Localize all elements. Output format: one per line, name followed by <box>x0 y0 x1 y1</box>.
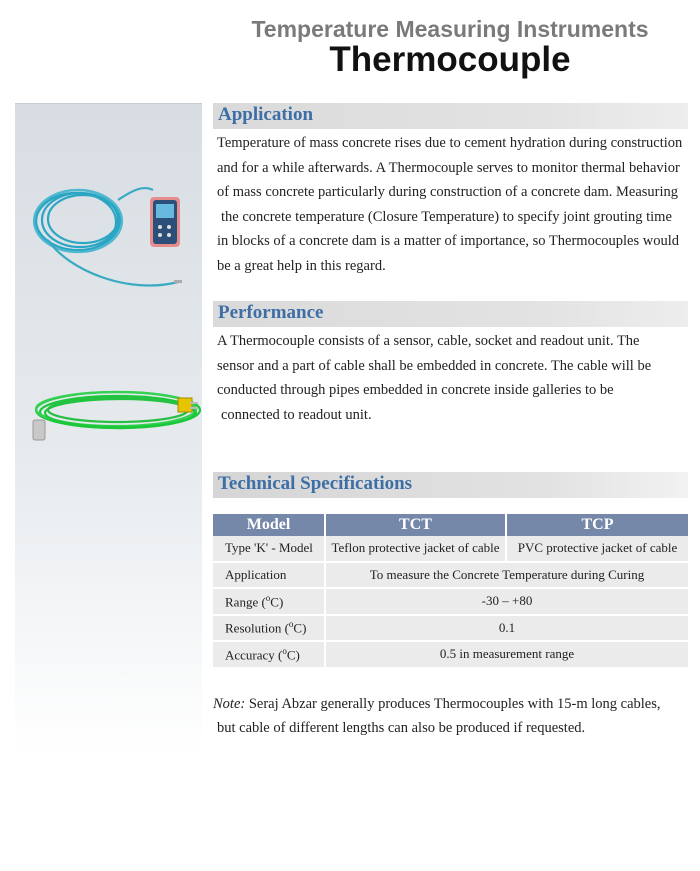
application-header-bar <box>213 103 688 129</box>
row-value: 0.5 in measurement range <box>325 641 688 668</box>
row-label-unit: C) <box>270 593 284 609</box>
application-line: be a great help in this regard. <box>217 257 386 274</box>
specs-header-row <box>213 514 688 536</box>
row-label <box>213 588 325 615</box>
row-label-unit: C) <box>286 646 300 662</box>
row-value: 0.1 <box>325 615 688 642</box>
application-title: Application <box>218 104 314 125</box>
performance-line: conducted through pipes embedded in concrete inside galleries to be <box>217 382 614 398</box>
application-line: Temperature of mass concrete rises due to cement hydration during construction <box>217 135 683 151</box>
specs-title: Technical Specifications <box>218 473 413 494</box>
degree-symbol: o <box>288 619 294 630</box>
row-label-unit: C) <box>293 620 307 636</box>
photo-green-cable <box>28 380 203 450</box>
performance-title: Performance <box>218 302 324 323</box>
row-label-text: Range ( <box>225 593 266 609</box>
note-line <box>213 692 693 716</box>
specs-header-tcp: TCP <box>506 514 688 536</box>
row-label-text: Accuracy ( <box>225 646 283 662</box>
note-line-2: but cable of different lengths can also be produced if requested. <box>217 720 586 736</box>
application-line: of mass concrete particularly during construction of a concrete dam. Measuring <box>217 184 679 200</box>
specs-header-tct: TCT <box>325 514 506 536</box>
application-line: in blocks of a concrete dam is a matter of importance, so Thermocouples would <box>217 233 679 249</box>
row-label <box>213 641 325 668</box>
row-value-tct: Teflon protective jacket of cable <box>325 536 506 562</box>
application-line: the concrete temperature (Closure Temperature) to specify joint grouting time <box>221 208 672 225</box>
performance-header-bar <box>213 301 688 327</box>
row-label <box>213 615 325 642</box>
performance-text <box>217 329 687 427</box>
application-text <box>217 131 687 278</box>
specs-header-bar <box>213 472 688 498</box>
performance-line: A Thermocouple consists of a sensor, cable, socket and readout unit. The <box>217 333 640 349</box>
table-row <box>213 562 688 589</box>
performance-line: connected to readout unit. <box>221 406 372 423</box>
application-line: and for a while afterwards. A Thermocouple serves to monitor thermal behavior <box>217 159 680 176</box>
row-value: To measure the Concrete Temperature during Curing <box>325 562 688 589</box>
photo-readout-unit <box>28 170 203 295</box>
degree-symbol: o <box>282 645 287 656</box>
row-value: -30 – +80 <box>325 588 688 615</box>
table-row <box>213 615 688 642</box>
page-title: Thermocouple <box>329 40 571 79</box>
note-text <box>213 692 693 740</box>
table-row <box>213 536 688 562</box>
note-line-1: Seraj Abzar generally produces Thermocouples with 15-m long cables, <box>245 696 661 712</box>
specs-table <box>213 514 688 669</box>
degree-symbol: o <box>265 592 271 603</box>
table-row <box>213 588 688 615</box>
page-supertitle: Temperature Measuring Instruments <box>251 16 649 42</box>
performance-line: sensor and a part of cable shall be embedded in concrete. The cable will be <box>217 357 652 374</box>
note-label: Note: <box>213 696 246 712</box>
row-label-text: Resolution ( <box>225 620 289 636</box>
row-label: Type 'K' - Model <box>213 536 325 562</box>
specs-header-model: Model <box>213 514 325 536</box>
table-row <box>213 641 688 668</box>
row-label: Application <box>213 562 325 589</box>
row-value-tcp: PVC protective jacket of cable <box>506 536 688 562</box>
